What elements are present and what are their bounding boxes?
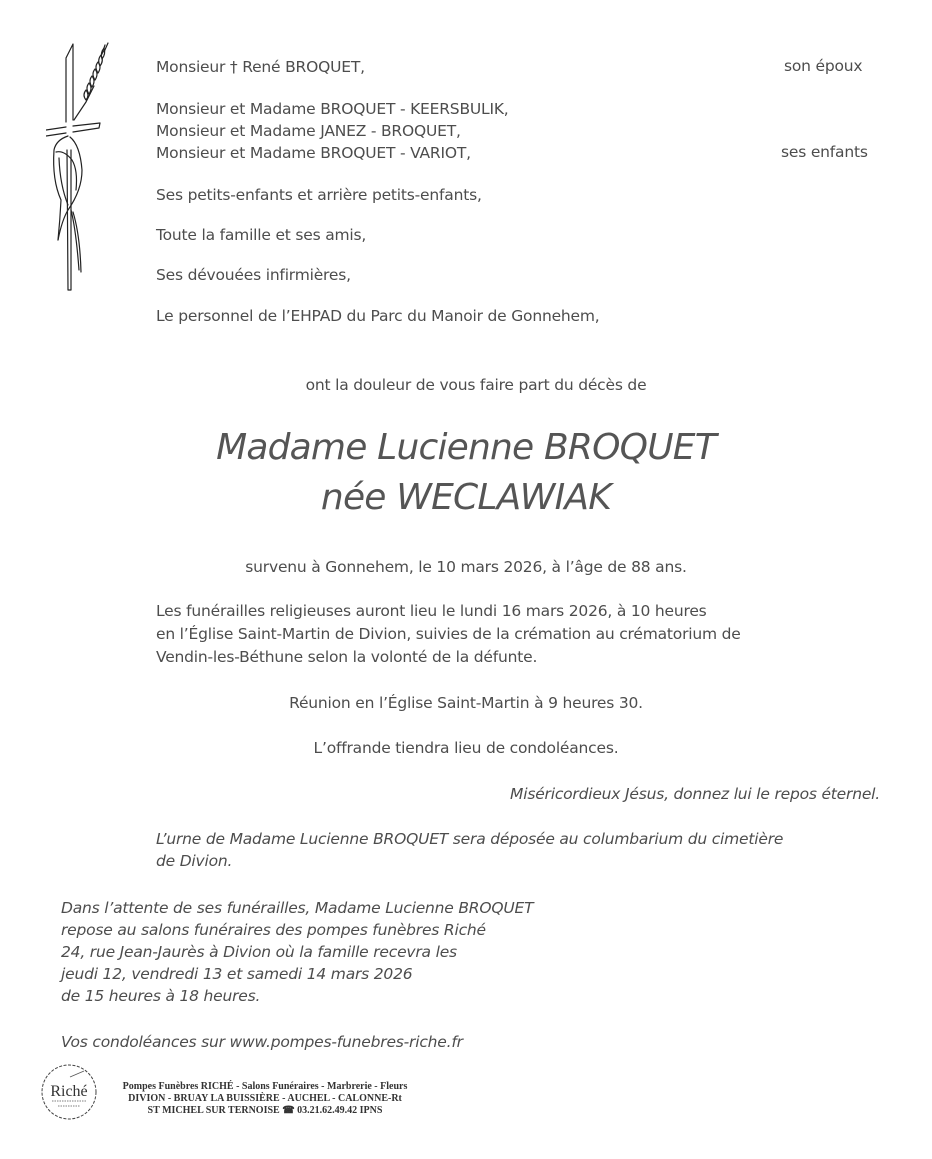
- condolences-link[interactable]: Vos condoléances sur www.pompes-funebres-riche.fr: [61, 1033, 463, 1051]
- cross-with-wheat-icon: [46, 40, 126, 295]
- maiden-name: née WECLAWIAK: [320, 477, 612, 518]
- funeral-line: en l’Église Saint-Martin de Divion, suivies de la crémation au crématorium de: [156, 625, 741, 643]
- deceased-name: Madame Lucienne BROQUET: [216, 427, 716, 468]
- spouse-role: son époux: [784, 57, 863, 75]
- riche-logo-icon: [40, 1063, 98, 1121]
- nurses-line: Ses dévouées infirmières,: [156, 266, 351, 284]
- grandchildren-line: Ses petits-enfants et arrière petits-enfants,: [156, 186, 482, 204]
- announcement-intro: ont la douleur de vous faire part du décès de: [305, 376, 647, 394]
- visitation-line: de 15 heures à 18 heures.: [61, 987, 261, 1005]
- offering-info: L’offrande tiendra lieu de condoléances.: [313, 739, 619, 757]
- prayer-line: Miséricordieux Jésus, donnez lui le repos éternel.: [510, 785, 880, 803]
- meeting-info: Réunion en l’Église Saint-Martin à 9 heures 30.: [289, 694, 643, 712]
- footer-line: ST MICHEL SUR TERNOISE ☎ 03.21.62.49.42 IPNS: [147, 1105, 383, 1116]
- family-friends-line: Toute la famille et ses amis,: [156, 226, 367, 244]
- visitation-line: 24, rue Jean-Jaurès à Divion où la famille recevra les: [61, 943, 457, 961]
- spouse-line: Monsieur † René BROQUET,: [156, 58, 365, 76]
- riche-logo: [40, 1063, 98, 1121]
- children-line: Monsieur et Madame BROQUET - VARIOT,: [156, 144, 471, 162]
- urn-line: L’urne de Madame Lucienne BROQUET sera déposée au columbarium du cimetière: [156, 830, 784, 848]
- visitation-line: Dans l’attente de ses funérailles, Madame Lucienne BROQUET: [61, 899, 534, 917]
- visitation-line: jeudi 12, vendredi 13 et samedi 14 mars 2026: [61, 965, 413, 983]
- logo-text: Riché: [50, 1083, 88, 1100]
- footer-line: DIVION - BRUAY LA BUISSIÈRE - AUCHEL - CALONNE-Rt: [128, 1093, 402, 1104]
- funeral-line: Les funérailles religieuses auront lieu le lundi 16 mars 2026, à 10 heures: [156, 602, 707, 620]
- funeral-line: Vendin-les-Béthune selon la volonté de la défunte.: [156, 648, 538, 666]
- staff-line: Le personnel de l’EHPAD du Parc du Manoir de Gonnehem,: [156, 307, 600, 325]
- children-line: Monsieur et Madame BROQUET - KEERSBULIK,: [156, 100, 509, 118]
- footer-line: Pompes Funèbres RICHÉ - Salons Funéraires - Marbrerie - Fleurs: [122, 1081, 408, 1092]
- visitation-line: repose au salons funéraires des pompes funèbres Riché: [61, 921, 486, 939]
- urn-line: de Divion.: [156, 852, 233, 870]
- death-info: survenu à Gonnehem, le 10 mars 2026, à l’âge de 88 ans.: [245, 558, 687, 576]
- children-line: Monsieur et Madame JANEZ - BROQUET,: [156, 122, 461, 140]
- children-role: ses enfants: [781, 143, 868, 161]
